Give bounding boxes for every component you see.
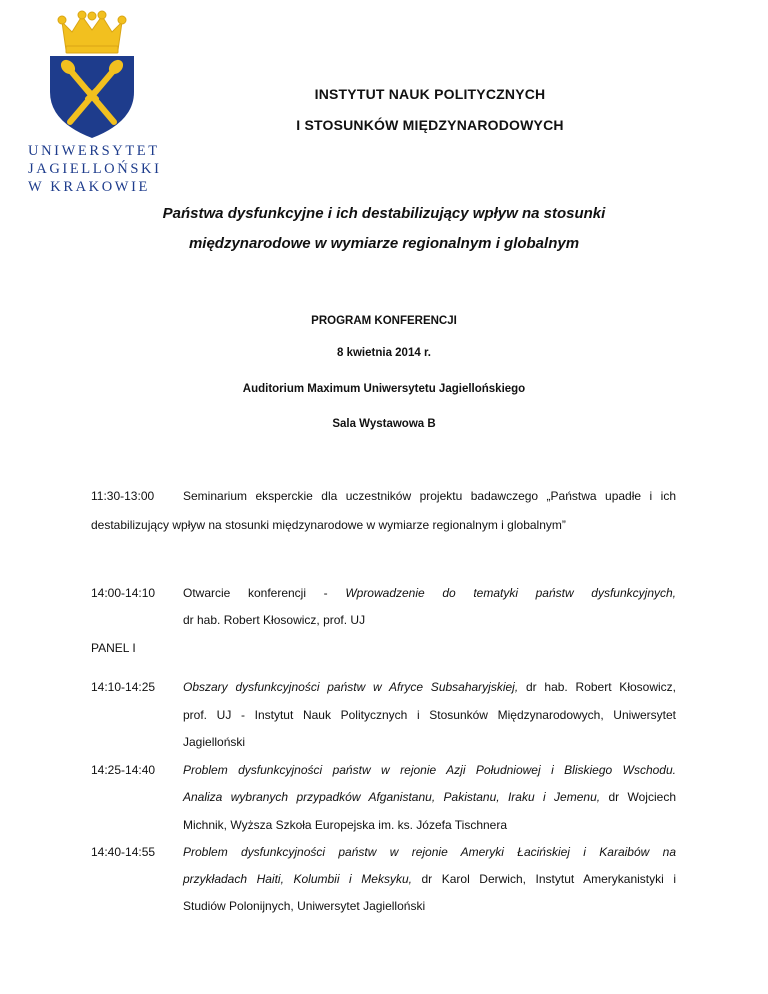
talk1-speaker: dr hab. Robert Kłosowicz, (518, 680, 676, 694)
talk1-line2: prof. UJ - Instytut Nauk Politycznych i Stosunków Międzynarodowych, Uniwersytet (183, 708, 676, 722)
item-time: 11:30-13:00 (91, 489, 155, 503)
conference-title-line1: Państwa dysfunkcyjne i ich destabilizujący wpływ na stosunki (162, 205, 606, 222)
seminar-line1: Seminarium eksperckie dla uczestników projektu badawczego „Państwa upadłe i ich (183, 489, 676, 503)
jagiellonian-university-crest-icon (44, 10, 140, 140)
university-name (28, 142, 162, 196)
talk1-title: Obszary dysfunkcyjności państw w Afryce Subsaharyjskiej, (183, 680, 519, 694)
seminar-line2: destabilizujący wpływ na stosunki międzynarodowe w wymiarze regionalnym i globalnym” (91, 518, 566, 532)
talk3-title-part1: Problem dysfunkcyjności państw w rejonie Ameryki Łacińskiej i Karaibów na (183, 845, 676, 859)
item-time: 14:10-14:25 (91, 680, 156, 694)
talk2-speaker: dr Wojciech (600, 790, 676, 804)
conference-venue: Auditorium Maximum Uniwersytetu Jagiellońskiego (242, 383, 526, 395)
item-time: 14:25-14:40 (91, 763, 156, 777)
opening-speaker: dr hab. Robert Kłosowicz, prof. UJ (183, 613, 366, 627)
panel-label: PANEL I (91, 641, 136, 655)
talk1-line3: Jagielloński (183, 735, 246, 749)
talk3-title-part2: przykładach Haiti, Kolumbii i Meksyku, (183, 872, 412, 886)
item-time: 14:00-14:10 (91, 586, 156, 600)
item-time: 14:40-14:55 (91, 845, 156, 859)
talk3-line1 (183, 845, 676, 859)
talk3-line2 (183, 872, 676, 886)
talk3-line3: Studiów Polonijnych, Uniwersytet Jagielloński (183, 899, 426, 913)
institute-name-line1: INSTYTUT NAUK POLITYCZNYCH (314, 86, 546, 102)
university-name-line1: UNIWERSYTET (28, 143, 160, 159)
university-name-line3: W KRAKOWIE (28, 179, 150, 195)
university-name-line2: JAGIELLOŃSKI (28, 161, 162, 177)
talk2-line2 (183, 790, 676, 804)
institute-name-line2: I STOSUNKÓW MIĘDZYNARODOWYCH (296, 117, 564, 133)
conference-date: 8 kwietnia 2014 r. (337, 347, 431, 359)
opening-prefix: Otwarcie konferencji - (183, 586, 346, 600)
talk2-line1 (183, 763, 676, 777)
conference-room: Sala Wystawowa B (332, 418, 436, 430)
talk3-speaker: dr Karol Derwich, Instytut Amerykanistyki i (411, 872, 676, 886)
talk2-title-part2: Analiza wybranych przypadków Afganistanu, Pakistanu, Iraku i Jemenu, (183, 790, 601, 804)
opening-title: Wprowadzenie do tematyki państw dysfunkcyjnych, (345, 586, 677, 600)
opening-line1 (183, 586, 676, 600)
program-heading: PROGRAM KONFERENCJI (311, 315, 457, 327)
talk1-line1 (183, 680, 676, 694)
talk2-title-part1: Problem dysfunkcyjności państw w rejonie Azji Południowej i Bliskiego Wschodu. (183, 763, 676, 777)
conference-title-line2: międzynarodowe w wymiarze regionalnym i globalnym (188, 235, 580, 252)
talk2-line3: Michnik, Wyższa Szkoła Europejska im. ks. Józefa Tischnera (183, 818, 508, 832)
